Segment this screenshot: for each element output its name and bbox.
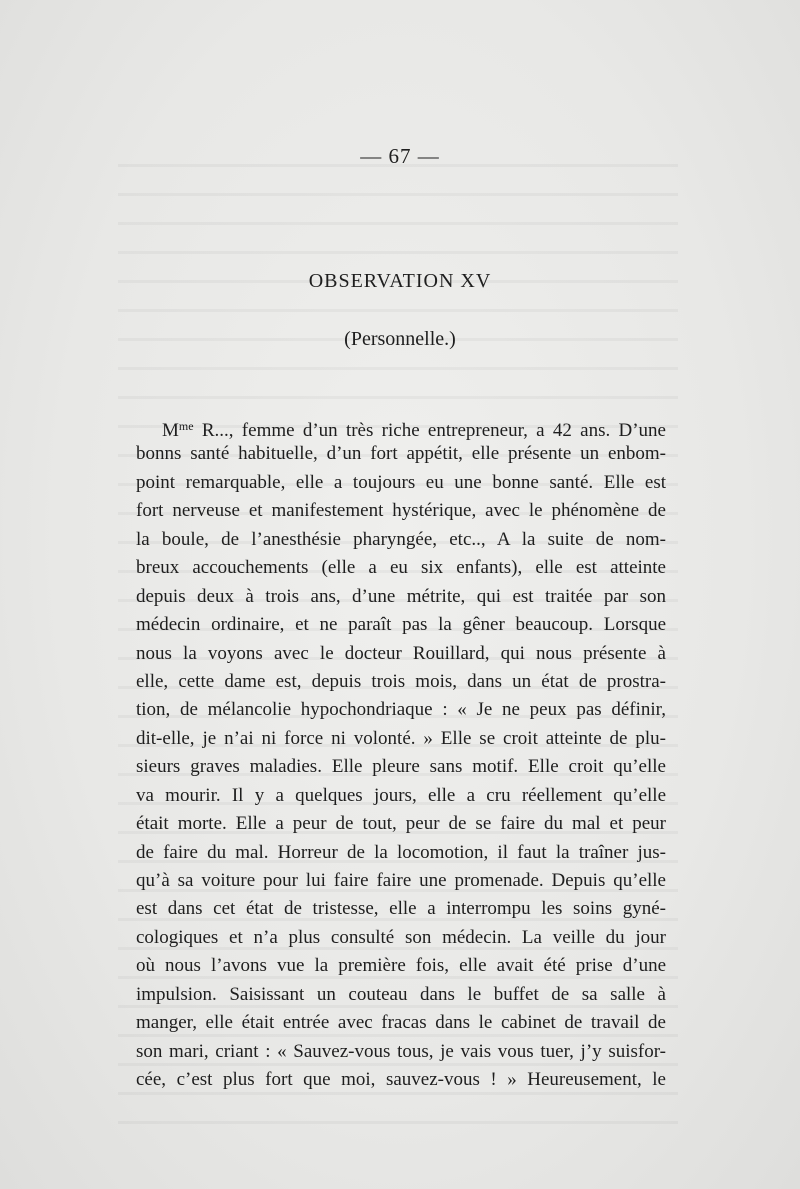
observation-subheading: (Personnelle.): [344, 328, 456, 350]
text-line: de faire du mal. Horreur de la locomotion, il faut la traîner jus-: [136, 841, 666, 863]
text-line-1: [136, 412, 666, 440]
text-line: nous la voyons avec le docteur Rouillard, qui nous présente à: [136, 642, 666, 664]
text-line: où nous l’avons vue la première fois, elle avait été prise d’une: [136, 955, 666, 977]
honorific-superscript: me: [178, 419, 194, 433]
text-line: breux accouchements (elle a eu six enfants), elle est atteinte: [136, 557, 666, 579]
text-line: était morte. Elle a peur de tout, peur de se faire du mal et peur: [136, 813, 666, 835]
text-line: tion, de mélancolie hypochondriaque : « Je ne peux pas définir,: [136, 699, 666, 721]
text-line: bonns santé habituelle, d’un fort appétit, elle présente un enbom-: [136, 443, 666, 465]
text-line: fort nerveuse et manifestement hystérique, avec le phénomène de: [136, 500, 666, 522]
body-paragraph: [136, 412, 666, 1095]
text-line: cologiques et n’a plus consulté son médecin. La veille du jour: [136, 926, 666, 948]
text-line: depuis deux à trois ans, d’une métrite, qui est traitée par son: [136, 585, 666, 607]
honorific-m: M: [162, 420, 179, 441]
first-line-rest: R..., femme d’un très riche entrepreneur, a 42 ans. D’une: [193, 420, 666, 441]
text-line: est dans cet état de tristesse, elle a interrompu les soins gyné-: [136, 898, 666, 920]
text-line: manger, elle était entrée avec fracas dans le cabinet de travail de: [136, 1012, 666, 1034]
page-number: — 67 —: [360, 144, 440, 168]
text-line: son mari, criant : « Sauvez-vous tous, je vais vous tuer, j’y suisfor-: [136, 1040, 666, 1062]
text-line: la boule, de l’anesthésie pharyngée, etc.., A la suite de nom-: [136, 528, 666, 550]
text-line: va mourir. Il y a quelques jours, elle a cru réellement qu’elle: [136, 784, 666, 806]
text-line: dit-elle, je n’ai ni force ni volonté. » Elle se croit atteinte de plu-: [136, 727, 666, 749]
text-line: elle, cette dame est, depuis trois mois, dans un état de prostra-: [136, 670, 666, 692]
text-line: point remarquable, elle a toujours eu une bonne santé. Elle est: [136, 471, 666, 493]
text-line: cée, c’est plus fort que moi, sauvez-vous ! » Heureusement, le: [136, 1069, 666, 1091]
text-line: médecin ordinaire, et ne paraît pas la gêner beaucoup. Lorsque: [136, 614, 666, 636]
observation-heading: OBSERVATION XV: [308, 270, 492, 292]
text-line: sieurs graves maladies. Elle pleure sans motif. Elle croit qu’elle: [136, 756, 666, 778]
text-line: qu’à sa voiture pour lui faire faire une promenade. Depuis qu’elle: [136, 870, 666, 891]
text-line: impulsion. Saisissant un couteau dans le buffet de sa salle à: [136, 983, 666, 1005]
